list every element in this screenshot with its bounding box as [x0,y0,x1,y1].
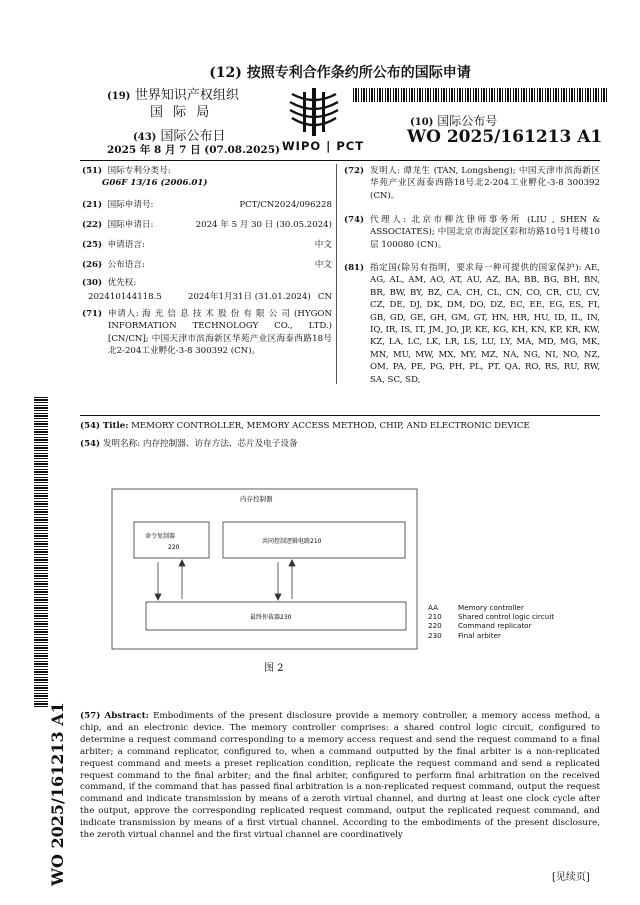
document-type-title: (12) 按照专利合作条约所公布的国际申请 [209,65,471,81]
field-22: (22) 国际申请日: 2024 年 5 月 30 日 (30.05.2024) [82,220,332,230]
figure-caption: 图 2 [264,663,284,674]
figure-legend [428,603,554,640]
command-replicator-number: 220 [168,544,180,551]
pub-date: 2025 年 8 月 7 日 (07.08.2025) [107,144,280,156]
abstract: (57) Abstract: Embodiments of the present disclosure provide a memory controller, a memory access method, a chip, and an electronic device. The memory controller comprises: a shared control logic circuit, configured to determine a request command corresponding to a memory access request and send the request command to a final arbiter; a command replicator, configured to, when a command outputted by the final arbiter is a non-replicated request command and meets a preset replication condition, replicate the request command and send a replicated request command to the final arbiter; and the final arbiter, configured to perform final arbitration on the received command, if the command that has passed final arbitration is a non-replicated request command, output the request command and indicate transmission by means of a zeroth virtual channel, and during at least one clock cycle after the output, approve the corresponding replicated request command, output the replicated request command, and indicate transmission by means of a first virtual channel. According to the embodiments of the present disclosure, the zeroth virtual channel and the first virtual channel are coordinatively [80,711,600,841]
shared-control-logic-label: 共同控制逻辑电路210 [262,538,322,545]
command-replicator-label: 命令复制器 [145,533,176,540]
title-en: (54) Title: MEMORY CONTROLLER, MEMORY ACCESS METHOD, CHIP, AND ELECTRONIC DEVICE [80,421,530,431]
final-arbiter-label: 最终仲裁器230 [250,614,292,621]
memory-controller-label: 内存控制器 [240,495,273,503]
field-25: (25) 申请语言: 中文 [82,240,332,250]
pub-date-label: (43) 国际公布日 [133,129,226,144]
publication-number: WO 2025/161213 A1 [407,127,603,147]
field-21: (21) 国际申请号: PCT/CN2024/096228 [82,200,332,210]
column-separator [336,164,337,384]
continued-note: [见续页] [552,872,590,883]
field-30: (30) 优先权: 202410144118.5 2024年1月31日 (31.01.2024) CN [82,278,332,302]
header-rule [80,160,600,161]
office-name: (19) 世界知识产权组织 [107,88,239,103]
barcode-side [34,397,48,707]
legend-row: AA Memory controller [428,603,524,612]
pub-no-label: (10) 国际公布号 [410,114,498,128]
title-rule [80,415,600,416]
legend-row: 230 Final arbiter [428,630,501,640]
field-81-designated-states: (81) 指定国(除另有指明，要求每一种可提供的国家保护): AE, AG, AL, AM, AO, AT, AU, AZ, BA, BB, BG, BH, BN, BR, BW, BY, BZ, CA, CH, CL, CN, CO, CR, CU, CV, CZ, DE, DJ, DK, DM, DO, DZ, EC, EE, EG, ES, FI, GB, GD, GE, GH, GM, GT, HN, HR, HU, ID, IL, IN, IQ, IR, IS, IT, JM, JO, JP, KE, KG, KH, KN, KP, KR, KW, KZ, LA, LC, LK, LR, LS, LU, LY, MA, MD, MG, MK, MN, MU, MW, MX, MY, MZ, NA, NG, NI, NO, NZ, OM, PA, PE, PG, PH, PL, PT, QA, RO, RS, RU, RW, SA, SC, SD, [344,263,600,385]
field-51: (51) 国际专利分类号: G06F 13/16 (2006.01) [82,166,208,189]
field-72-inventor: (72) 发明人: 谭龙生 (TAN, Longsheng); 中国天津市滨海新区华苑产业区海泰西路18号北2-204工业孵化-3-8 300392 (CN)。 [344,166,600,201]
barcode-top [353,88,608,102]
legend-row: 210 Shared control logic circuit [428,612,555,622]
field-74-agent: (74) 代理人: 北京市柳沈律师事务所 (LIU , SHEN & ASSOCIATES); 中国北京市海淀区彩和坊路10号1号楼10层 100080 (CN)。 [344,215,600,250]
side-publication-number: WO 2025/161213 A1 [48,702,67,886]
figure-diagram [110,486,420,656]
wipo-logo-icon [284,88,344,138]
legend-row: 220 Command replicator [428,621,532,631]
office-subname: 国 际 局 [150,105,213,120]
field-26: (26) 公布语言: 中文 [82,260,332,270]
wipo-pct-wordmark: WIPO | PCT [282,139,365,153]
title-cn: (54) 发明名称: 内存控制器、访存方法、芯片及电子设备 [80,439,298,449]
field-71-applicant: (71) 申请人: 海 光 信 息 技 术 股 份 有 限 公 司 (HYGON INFORMATION TECHNOLOGY CO., LTD.) [CN/CN]; 中国天津市滨海新区华苑产业区海泰西路18号北2-204工业孵化-3-8 300392 (CN)。 [82,309,332,357]
command-replicator-block [134,522,209,558]
